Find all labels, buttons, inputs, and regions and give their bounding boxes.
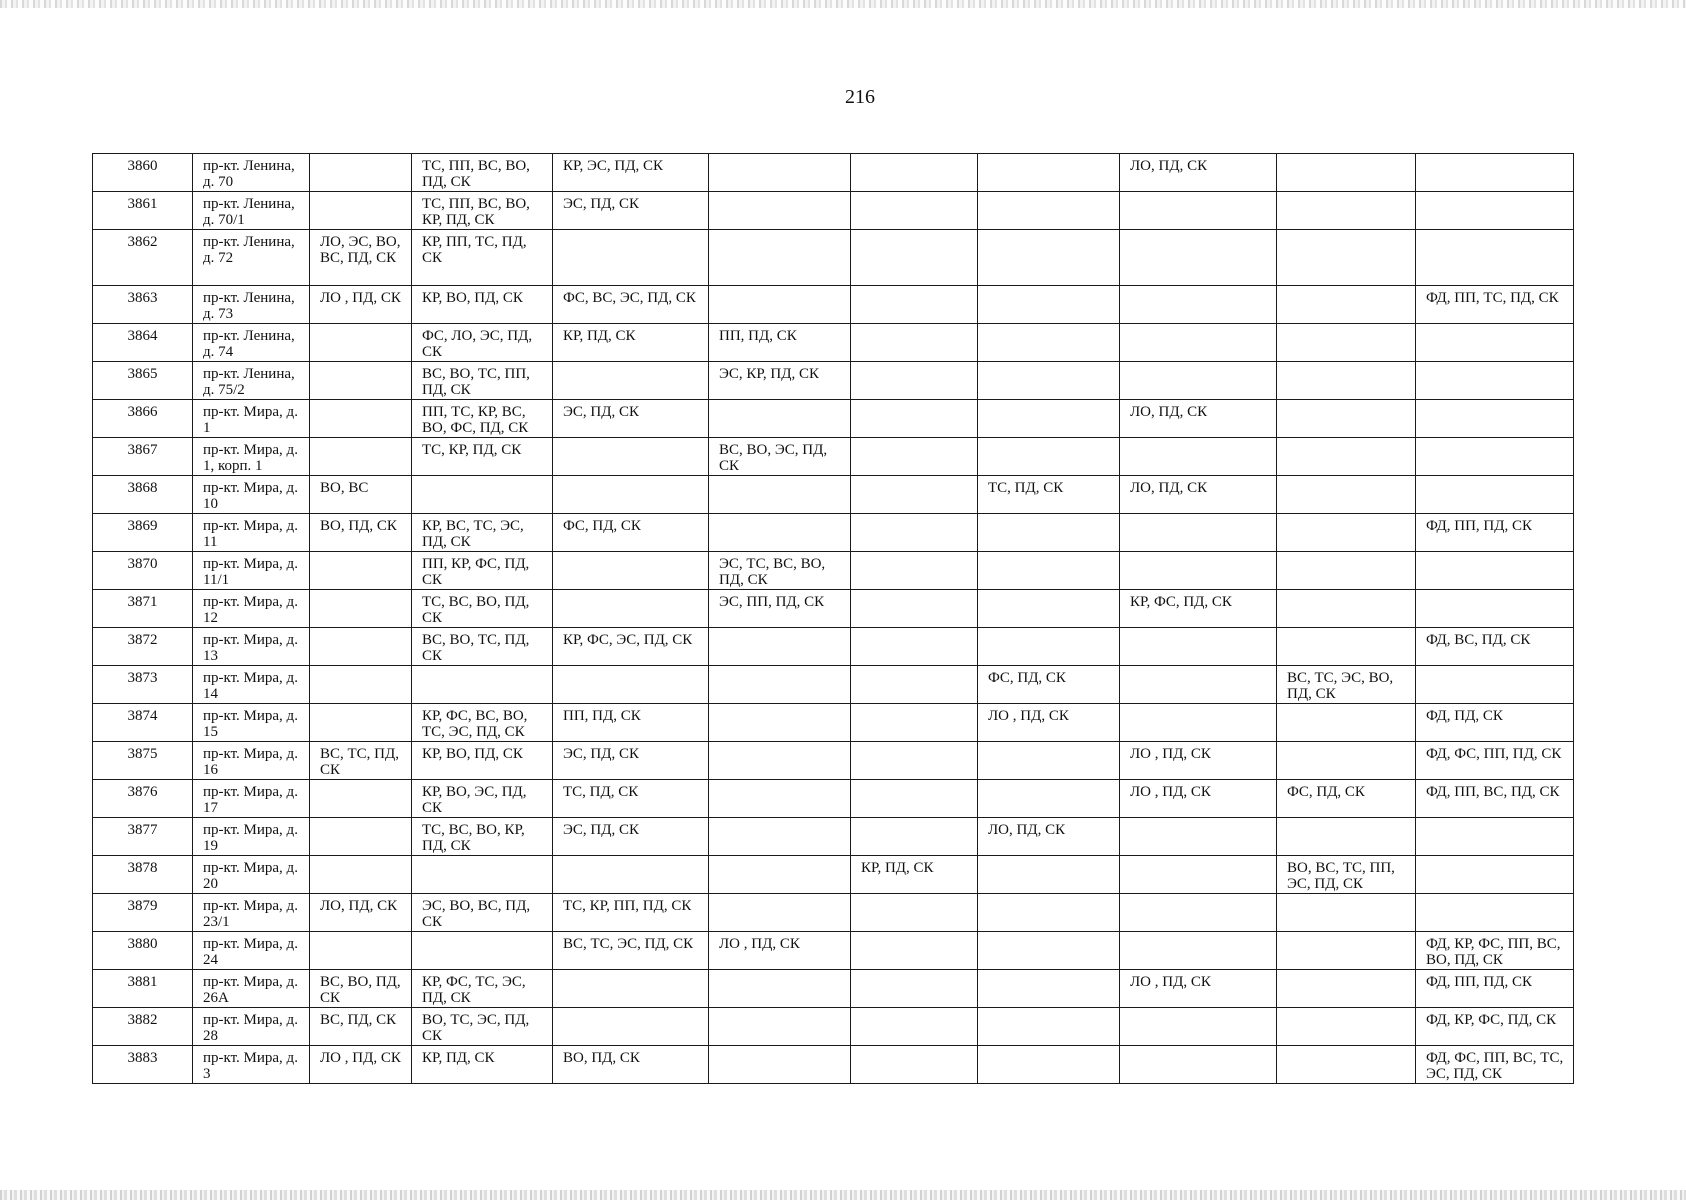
- cell-col-9: [1416, 400, 1574, 438]
- cell-col-7: КР, ФС, ПД, СК: [1120, 590, 1277, 628]
- cell-col-9: [1416, 230, 1574, 286]
- cell-col-9: [1416, 362, 1574, 400]
- cell-col-9: [1416, 856, 1574, 894]
- cell-row-number: 3879: [93, 894, 193, 932]
- cell-address: пр-кт. Мира, д. 23/1: [193, 894, 310, 932]
- cell-row-number: 3866: [93, 400, 193, 438]
- cell-col-6: ЛО , ПД, СК: [978, 704, 1120, 742]
- cell-col-5: [851, 970, 978, 1008]
- cell-col-7: [1120, 324, 1277, 362]
- cell-col-9: [1416, 438, 1574, 476]
- table-row: [93, 704, 1574, 742]
- cell-address: пр-кт. Мира, д. 24: [193, 932, 310, 970]
- cell-col-8: [1277, 894, 1416, 932]
- cell-address: пр-кт. Ленина, д. 73: [193, 286, 310, 324]
- cell-col-8: [1277, 514, 1416, 552]
- cell-col-1: [310, 628, 412, 666]
- cell-col-4: [709, 1008, 851, 1046]
- cell-col-5: [851, 438, 978, 476]
- cell-address: пр-кт. Ленина, д. 72: [193, 230, 310, 286]
- cell-col-2: ВС, ВО, ТС, ПП, ПД, СК: [412, 362, 553, 400]
- scan-edge-bottom: [0, 1190, 1686, 1200]
- cell-col-6: [978, 230, 1120, 286]
- cell-row-number: 3861: [93, 192, 193, 230]
- cell-col-7: [1120, 230, 1277, 286]
- cell-col-3: [553, 476, 709, 514]
- table-row: [93, 1046, 1574, 1084]
- table-row: [93, 590, 1574, 628]
- table-row: [93, 514, 1574, 552]
- table-row: [93, 154, 1574, 192]
- cell-col-8: [1277, 154, 1416, 192]
- cell-col-6: [978, 894, 1120, 932]
- cell-col-3: ВО, ПД, СК: [553, 1046, 709, 1084]
- cell-col-8: [1277, 286, 1416, 324]
- cell-col-7: [1120, 362, 1277, 400]
- cell-col-2: [412, 666, 553, 704]
- cell-col-5: [851, 628, 978, 666]
- cell-col-7: [1120, 514, 1277, 552]
- cell-col-7: ЛО , ПД, СК: [1120, 742, 1277, 780]
- cell-col-8: [1277, 590, 1416, 628]
- cell-col-8: [1277, 400, 1416, 438]
- cell-col-8: [1277, 1008, 1416, 1046]
- cell-address: пр-кт. Мира, д. 20: [193, 856, 310, 894]
- table-row: [93, 932, 1574, 970]
- cell-row-number: 3878: [93, 856, 193, 894]
- cell-address: пр-кт. Мира, д. 1, корп. 1: [193, 438, 310, 476]
- cell-col-2: КР, ВО, ПД, СК: [412, 742, 553, 780]
- cell-col-1: [310, 154, 412, 192]
- cell-col-6: [978, 192, 1120, 230]
- cell-col-9: [1416, 154, 1574, 192]
- cell-col-4: [709, 514, 851, 552]
- cell-col-5: [851, 780, 978, 818]
- cell-col-6: [978, 1046, 1120, 1084]
- cell-col-4: [709, 286, 851, 324]
- cell-row-number: 3882: [93, 1008, 193, 1046]
- cell-address: пр-кт. Мира, д. 19: [193, 818, 310, 856]
- cell-col-5: [851, 894, 978, 932]
- cell-col-3: ЭС, ПД, СК: [553, 818, 709, 856]
- cell-col-4: [709, 894, 851, 932]
- cell-col-3: [553, 438, 709, 476]
- cell-col-3: [553, 666, 709, 704]
- cell-row-number: 3872: [93, 628, 193, 666]
- cell-col-3: [553, 970, 709, 1008]
- cell-col-4: [709, 818, 851, 856]
- cell-col-6: ФС, ПД, СК: [978, 666, 1120, 704]
- cell-col-2: КР, ФС, ВС, ВО, ТС, ЭС, ПД, СК: [412, 704, 553, 742]
- cell-address: пр-кт. Мира, д. 10: [193, 476, 310, 514]
- cell-col-6: [978, 552, 1120, 590]
- cell-col-8: [1277, 476, 1416, 514]
- cell-address: пр-кт. Мира, д. 28: [193, 1008, 310, 1046]
- table-row: [93, 476, 1574, 514]
- cell-col-3: ЭС, ПД, СК: [553, 192, 709, 230]
- cell-col-7: [1120, 192, 1277, 230]
- cell-col-6: [978, 970, 1120, 1008]
- cell-row-number: 3871: [93, 590, 193, 628]
- cell-col-8: [1277, 970, 1416, 1008]
- cell-address: пр-кт. Мира, д. 11/1: [193, 552, 310, 590]
- cell-col-1: [310, 552, 412, 590]
- cell-col-9: ФД, ФС, ПП, ПД, СК: [1416, 742, 1574, 780]
- scan-edge-top: [0, 0, 1686, 8]
- cell-col-3: [553, 552, 709, 590]
- cell-col-4: [709, 780, 851, 818]
- cell-col-7: [1120, 628, 1277, 666]
- cell-col-9: [1416, 476, 1574, 514]
- cell-col-6: [978, 1008, 1120, 1046]
- cell-row-number: 3874: [93, 704, 193, 742]
- cell-col-6: [978, 286, 1120, 324]
- table-row: [93, 818, 1574, 856]
- cell-col-8: [1277, 438, 1416, 476]
- cell-col-3: [553, 1008, 709, 1046]
- cell-col-9: ФД, ПП, ВС, ПД, СК: [1416, 780, 1574, 818]
- cell-col-3: [553, 362, 709, 400]
- cell-col-7: [1120, 552, 1277, 590]
- cell-col-2: ВО, ТС, ЭС, ПД, СК: [412, 1008, 553, 1046]
- cell-address: пр-кт. Мира, д. 14: [193, 666, 310, 704]
- cell-row-number: 3875: [93, 742, 193, 780]
- cell-col-2: ТС, ВС, ВО, ПД, СК: [412, 590, 553, 628]
- cell-col-2: КР, ПД, СК: [412, 1046, 553, 1084]
- cell-row-number: 3865: [93, 362, 193, 400]
- cell-row-number: 3877: [93, 818, 193, 856]
- cell-col-8: [1277, 704, 1416, 742]
- cell-col-6: [978, 628, 1120, 666]
- cell-col-4: [709, 230, 851, 286]
- cell-col-5: [851, 932, 978, 970]
- cell-col-1: [310, 818, 412, 856]
- cell-col-8: [1277, 230, 1416, 286]
- cell-row-number: 3864: [93, 324, 193, 362]
- cell-col-7: [1120, 856, 1277, 894]
- cell-col-3: ПП, ПД, СК: [553, 704, 709, 742]
- cell-col-5: [851, 324, 978, 362]
- table-row: [93, 628, 1574, 666]
- cell-col-5: [851, 552, 978, 590]
- cell-col-5: [851, 1008, 978, 1046]
- cell-col-5: КР, ПД, СК: [851, 856, 978, 894]
- cell-col-6: ЛО, ПД, СК: [978, 818, 1120, 856]
- cell-col-4: [709, 1046, 851, 1084]
- table-row: [93, 742, 1574, 780]
- cell-col-9: ФД, ФС, ПП, ВС, ТС, ЭС, ПД, СК: [1416, 1046, 1574, 1084]
- cell-col-9: ФД, ПП, ПД, СК: [1416, 514, 1574, 552]
- cell-col-5: [851, 192, 978, 230]
- cell-col-4: [709, 154, 851, 192]
- cell-col-8: [1277, 324, 1416, 362]
- cell-col-1: [310, 362, 412, 400]
- cell-address: пр-кт. Ленина, д. 74: [193, 324, 310, 362]
- cell-col-7: [1120, 818, 1277, 856]
- cell-col-7: ЛО, ПД, СК: [1120, 154, 1277, 192]
- cell-row-number: 3867: [93, 438, 193, 476]
- table-row: [93, 1008, 1574, 1046]
- cell-col-5: [851, 514, 978, 552]
- cell-address: пр-кт. Мира, д. 1: [193, 400, 310, 438]
- cell-col-5: [851, 286, 978, 324]
- cell-col-7: [1120, 666, 1277, 704]
- cell-col-2: ТС, ПП, ВС, ВО, ПД, СК: [412, 154, 553, 192]
- cell-col-2: ТС, ВС, ВО, КР, ПД, СК: [412, 818, 553, 856]
- cell-col-1: ВО, ПД, СК: [310, 514, 412, 552]
- cell-col-3: ФС, ВС, ЭС, ПД, СК: [553, 286, 709, 324]
- cell-col-8: [1277, 932, 1416, 970]
- cell-col-6: [978, 438, 1120, 476]
- cell-address: пр-кт. Мира, д. 12: [193, 590, 310, 628]
- cell-col-1: ВС, ПД, СК: [310, 1008, 412, 1046]
- cell-col-5: [851, 400, 978, 438]
- cell-col-3: КР, ФС, ЭС, ПД, СК: [553, 628, 709, 666]
- cell-col-9: ФД, КР, ФС, ПП, ВС, ВО, ПД, СК: [1416, 932, 1574, 970]
- cell-col-7: ЛО, ПД, СК: [1120, 476, 1277, 514]
- cell-row-number: 3881: [93, 970, 193, 1008]
- cell-col-1: [310, 780, 412, 818]
- cell-col-5: [851, 742, 978, 780]
- cell-col-9: [1416, 590, 1574, 628]
- cell-col-4: [709, 742, 851, 780]
- cell-col-5: [851, 1046, 978, 1084]
- cell-address: пр-кт. Мира, д. 16: [193, 742, 310, 780]
- cell-col-4: [709, 476, 851, 514]
- cell-col-8: ФС, ПД, СК: [1277, 780, 1416, 818]
- cell-col-7: ЛО, ПД, СК: [1120, 400, 1277, 438]
- cell-col-2: ЭС, ВО, ВС, ПД, СК: [412, 894, 553, 932]
- cell-row-number: 3873: [93, 666, 193, 704]
- cell-col-9: [1416, 324, 1574, 362]
- cell-col-1: [310, 666, 412, 704]
- cell-col-2: ВС, ВО, ТС, ПД, СК: [412, 628, 553, 666]
- cell-col-7: [1120, 1008, 1277, 1046]
- cell-row-number: 3883: [93, 1046, 193, 1084]
- cell-col-4: ЭС, КР, ПД, СК: [709, 362, 851, 400]
- cell-col-7: [1120, 1046, 1277, 1084]
- cell-col-9: ФД, ПД, СК: [1416, 704, 1574, 742]
- cell-col-4: [709, 192, 851, 230]
- cell-col-1: ВО, ВС: [310, 476, 412, 514]
- cell-col-8: ВО, ВС, ТС, ПП, ЭС, ПД, СК: [1277, 856, 1416, 894]
- cell-col-9: ФД, КР, ФС, ПД, СК: [1416, 1008, 1574, 1046]
- table-row: [93, 400, 1574, 438]
- cell-col-2: [412, 932, 553, 970]
- cell-col-2: КР, ВС, ТС, ЭС, ПД, СК: [412, 514, 553, 552]
- cell-col-1: ЛО, ЭС, ВО, ВС, ПД, СК: [310, 230, 412, 286]
- cell-col-4: [709, 970, 851, 1008]
- cell-row-number: 3868: [93, 476, 193, 514]
- cell-address: пр-кт. Ленина, д. 70/1: [193, 192, 310, 230]
- table-row: [93, 894, 1574, 932]
- cell-address: пр-кт. Мира, д. 15: [193, 704, 310, 742]
- table-row: [93, 362, 1574, 400]
- cell-col-1: [310, 400, 412, 438]
- cell-col-8: [1277, 742, 1416, 780]
- cell-row-number: 3876: [93, 780, 193, 818]
- cell-col-1: [310, 192, 412, 230]
- cell-col-7: [1120, 286, 1277, 324]
- cell-col-5: [851, 666, 978, 704]
- cell-col-5: [851, 476, 978, 514]
- table-row: [93, 286, 1574, 324]
- cell-col-7: [1120, 932, 1277, 970]
- cell-col-8: ВС, ТС, ЭС, ВО, ПД, СК: [1277, 666, 1416, 704]
- cell-col-4: [709, 666, 851, 704]
- cell-row-number: 3860: [93, 154, 193, 192]
- cell-col-2: ПП, КР, ФС, ПД, СК: [412, 552, 553, 590]
- cell-col-7: ЛО , ПД, СК: [1120, 970, 1277, 1008]
- cell-col-9: [1416, 894, 1574, 932]
- cell-address: пр-кт. Мира, д. 26А: [193, 970, 310, 1008]
- cell-col-4: ЭС, ТС, ВС, ВО, ПД, СК: [709, 552, 851, 590]
- cell-col-3: [553, 230, 709, 286]
- cell-col-2: ПП, ТС, КР, ВС, ВО, ФС, ПД, СК: [412, 400, 553, 438]
- cell-col-1: [310, 324, 412, 362]
- cell-row-number: 3863: [93, 286, 193, 324]
- cell-address: пр-кт. Ленина, д. 70: [193, 154, 310, 192]
- cell-col-3: ЭС, ПД, СК: [553, 742, 709, 780]
- cell-col-4: ВС, ВО, ЭС, ПД, СК: [709, 438, 851, 476]
- cell-col-8: [1277, 192, 1416, 230]
- table-row: [93, 230, 1574, 286]
- cell-col-6: [978, 780, 1120, 818]
- table-row: [93, 192, 1574, 230]
- cell-col-3: ФС, ПД, СК: [553, 514, 709, 552]
- cell-col-3: КР, ПД, СК: [553, 324, 709, 362]
- cell-col-4: [709, 400, 851, 438]
- cell-col-3: КР, ЭС, ПД, СК: [553, 154, 709, 192]
- cell-address: пр-кт. Мира, д. 11: [193, 514, 310, 552]
- cell-address: пр-кт. Мира, д. 13: [193, 628, 310, 666]
- cell-col-6: [978, 400, 1120, 438]
- cell-col-6: ТС, ПД, СК: [978, 476, 1120, 514]
- cell-col-8: [1277, 818, 1416, 856]
- table-row: [93, 856, 1574, 894]
- cell-col-6: [978, 324, 1120, 362]
- cell-col-3: [553, 590, 709, 628]
- cell-row-number: 3880: [93, 932, 193, 970]
- table-row: [93, 438, 1574, 476]
- cell-col-1: ВС, ТС, ПД, СК: [310, 742, 412, 780]
- cell-col-1: ВС, ВО, ПД, СК: [310, 970, 412, 1008]
- cell-col-6: [978, 590, 1120, 628]
- cell-col-4: [709, 704, 851, 742]
- cell-col-6: [978, 154, 1120, 192]
- page-number: 216: [845, 86, 875, 108]
- cell-col-5: [851, 154, 978, 192]
- cell-col-9: [1416, 552, 1574, 590]
- table-row: [93, 552, 1574, 590]
- cell-col-9: ФД, ПП, ПД, СК: [1416, 970, 1574, 1008]
- cell-col-6: [978, 362, 1120, 400]
- cell-col-1: ЛО, ПД, СК: [310, 894, 412, 932]
- cell-col-9: [1416, 192, 1574, 230]
- cell-address: пр-кт. Мира, д. 17: [193, 780, 310, 818]
- cell-col-5: [851, 362, 978, 400]
- cell-col-5: [851, 704, 978, 742]
- table-row: [93, 324, 1574, 362]
- cell-col-5: [851, 590, 978, 628]
- cell-col-6: [978, 856, 1120, 894]
- cell-col-3: ТС, КР, ПП, ПД, СК: [553, 894, 709, 932]
- cell-row-number: 3862: [93, 230, 193, 286]
- cell-row-number: 3870: [93, 552, 193, 590]
- cell-col-4: ЭС, ПП, ПД, СК: [709, 590, 851, 628]
- cell-col-1: [310, 704, 412, 742]
- cell-col-1: ЛО , ПД, СК: [310, 286, 412, 324]
- cell-col-5: [851, 230, 978, 286]
- cell-col-2: КР, ВО, ЭС, ПД, СК: [412, 780, 553, 818]
- cell-col-1: ЛО , ПД, СК: [310, 1046, 412, 1084]
- cell-col-3: ТС, ПД, СК: [553, 780, 709, 818]
- cell-col-2: КР, ПП, ТС, ПД, СК: [412, 230, 553, 286]
- cell-col-8: [1277, 628, 1416, 666]
- cell-col-8: [1277, 1046, 1416, 1084]
- cell-col-7: [1120, 438, 1277, 476]
- cell-col-8: [1277, 552, 1416, 590]
- cell-col-4: [709, 856, 851, 894]
- data-table: [92, 153, 1574, 1084]
- cell-col-3: ЭС, ПД, СК: [553, 400, 709, 438]
- cell-col-9: [1416, 818, 1574, 856]
- cell-col-1: [310, 932, 412, 970]
- cell-col-4: ПП, ПД, СК: [709, 324, 851, 362]
- cell-address: пр-кт. Ленина, д. 75/2: [193, 362, 310, 400]
- cell-col-1: [310, 590, 412, 628]
- cell-col-6: [978, 514, 1120, 552]
- cell-col-1: [310, 856, 412, 894]
- cell-col-7: ЛО , ПД, СК: [1120, 780, 1277, 818]
- cell-col-6: [978, 932, 1120, 970]
- cell-col-2: ТС, ПП, ВС, ВО, КР, ПД, СК: [412, 192, 553, 230]
- cell-address: пр-кт. Мира, д. 3: [193, 1046, 310, 1084]
- cell-col-1: [310, 438, 412, 476]
- cell-col-3: [553, 856, 709, 894]
- cell-col-2: [412, 476, 553, 514]
- cell-col-6: [978, 742, 1120, 780]
- cell-col-2: КР, ВО, ПД, СК: [412, 286, 553, 324]
- cell-col-4: [709, 628, 851, 666]
- cell-col-8: [1277, 362, 1416, 400]
- cell-col-9: ФД, ПП, ТС, ПД, СК: [1416, 286, 1574, 324]
- cell-col-3: ВС, ТС, ЭС, ПД, СК: [553, 932, 709, 970]
- cell-col-2: ТС, КР, ПД, СК: [412, 438, 553, 476]
- table-row: [93, 666, 1574, 704]
- cell-col-7: [1120, 704, 1277, 742]
- cell-col-2: КР, ФС, ТС, ЭС, ПД, СК: [412, 970, 553, 1008]
- cell-col-2: [412, 856, 553, 894]
- table-row: [93, 780, 1574, 818]
- cell-row-number: 3869: [93, 514, 193, 552]
- cell-col-4: ЛО , ПД, СК: [709, 932, 851, 970]
- cell-col-7: [1120, 894, 1277, 932]
- cell-col-5: [851, 818, 978, 856]
- cell-col-9: ФД, ВС, ПД, СК: [1416, 628, 1574, 666]
- cell-col-2: ФС, ЛО, ЭС, ПД, СК: [412, 324, 553, 362]
- table-row: [93, 970, 1574, 1008]
- cell-col-9: [1416, 666, 1574, 704]
- table-body: [93, 154, 1574, 1084]
